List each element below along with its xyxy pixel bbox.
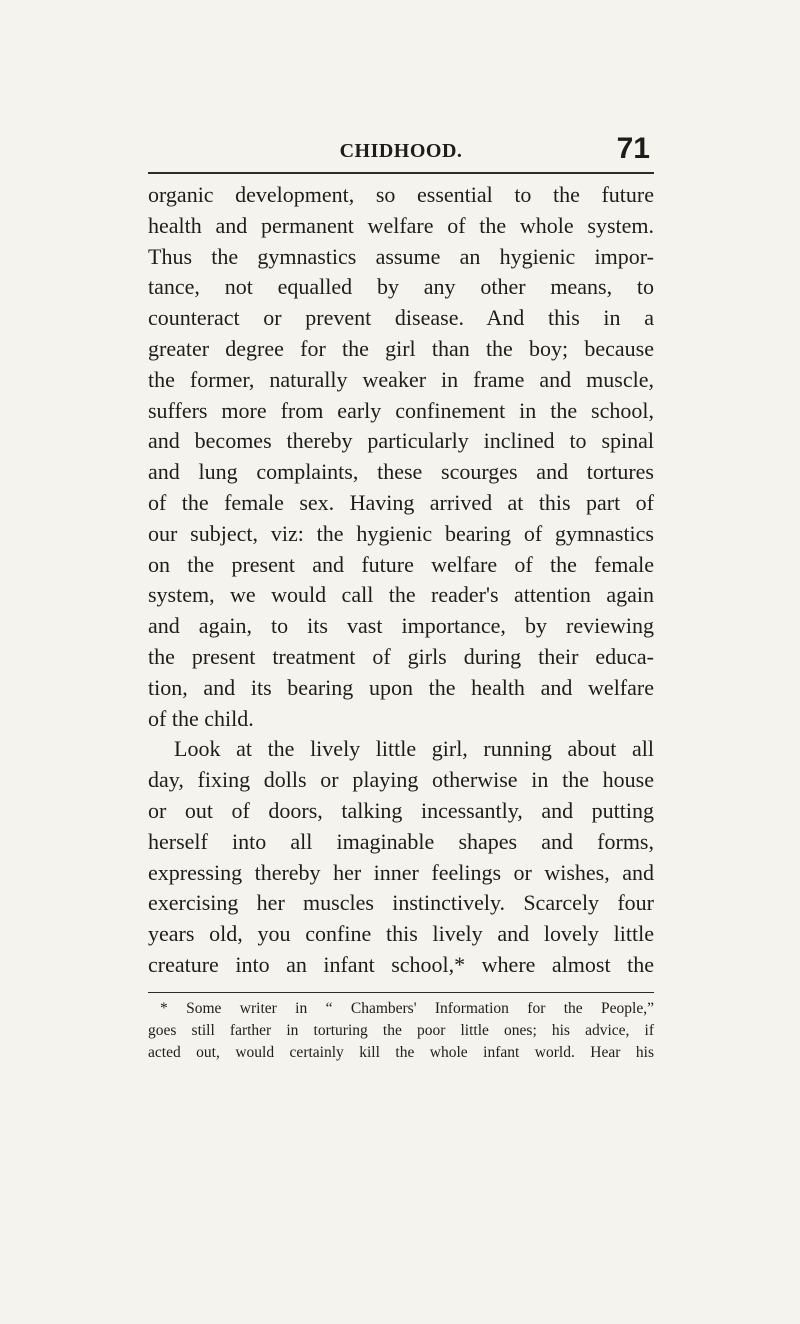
text-line: years old, you confine this lively and lovely little bbox=[148, 921, 654, 947]
running-head: CHIDHOOD. bbox=[339, 140, 463, 162]
text-line: counteract or prevent disease. And this in a bbox=[148, 305, 654, 331]
text-line: on the present and future welfare of the female bbox=[148, 551, 654, 577]
text-line: day, fixing dolls or playing otherwise in the house bbox=[148, 767, 654, 793]
text-line: organic development, so essential to the future bbox=[148, 182, 654, 207]
footnote-line: * Some writer in “ Chambers' Information for the People,” bbox=[160, 1000, 654, 1017]
text-line: Look at the lively little girl, running about all bbox=[174, 736, 654, 762]
footnote-rule bbox=[148, 992, 654, 993]
text-line: and again, to its vast importance, by reviewing bbox=[148, 613, 654, 639]
text-line: herself into all imaginable shapes and forms, bbox=[148, 828, 654, 854]
page-header bbox=[148, 132, 654, 168]
text-line: health and permanent welfare of the whole system. bbox=[148, 212, 654, 238]
header-rule bbox=[148, 172, 654, 174]
text-line: system, we would call the reader's attention again bbox=[148, 582, 654, 608]
text-line: or out of doors, talking incessantly, and putting bbox=[148, 797, 654, 823]
text-line: creature into an infant school,* where almost the bbox=[148, 951, 654, 977]
text-line: the former, naturally weaker in frame and muscle, bbox=[148, 366, 654, 392]
text-line: Thus the gymnastics assume an hygienic impor- bbox=[148, 243, 654, 269]
text-line: of the child. bbox=[148, 705, 254, 731]
text-line: tion, and its bearing upon the health and welfare bbox=[148, 674, 654, 700]
text-line: greater degree for the girl than the boy; because bbox=[148, 335, 654, 361]
footnote-line: acted out, would certainly kill the whole infant world. Hear his bbox=[148, 1044, 654, 1061]
text-line: suffers more from early confinement in the school, bbox=[148, 397, 654, 423]
body-text bbox=[148, 180, 654, 981]
text-line: and becomes thereby particularly inclined to spinal bbox=[148, 428, 654, 454]
text-line: and lung complaints, these scourges and tortures bbox=[148, 459, 654, 485]
text-line: of the female sex. Having arrived at this part of bbox=[148, 489, 654, 515]
text-line: the present treatment of girls during their educa- bbox=[148, 643, 654, 669]
page-number: 71 bbox=[616, 132, 650, 165]
text-line: exercising her muscles instinctively. Scarcely four bbox=[148, 890, 654, 916]
text-line: tance, not equalled by any other means, to bbox=[148, 274, 654, 300]
text-line: our subject, viz: the hygienic bearing of gymnastics bbox=[148, 520, 654, 546]
footnote bbox=[148, 998, 654, 1064]
footnote-line: goes still farther in torturing the poor little ones; his advice, if bbox=[148, 1022, 654, 1039]
text-line: expressing thereby her inner feelings or wishes, and bbox=[148, 859, 654, 885]
